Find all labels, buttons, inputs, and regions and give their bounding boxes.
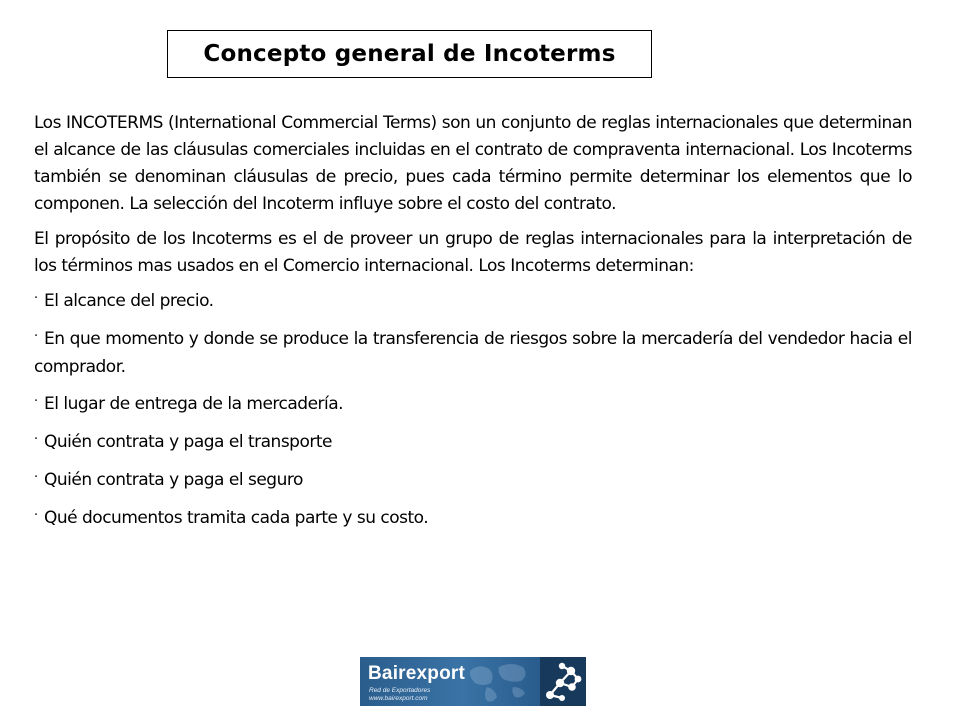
bullet-dot-icon: · <box>34 291 38 306</box>
page-title <box>167 30 652 78</box>
list-item <box>34 505 912 533</box>
list-item <box>34 467 912 495</box>
bullet-dot-icon: · <box>34 508 38 523</box>
main-content <box>34 110 912 543</box>
list-item-text: En que momento y donde se produce la transferencia de riesgos sobre la mercadería del vendedor hacia el comprador. <box>34 329 912 377</box>
list-item-text: El lugar de entrega de la mercadería. <box>44 394 344 414</box>
bullet-dot-icon: · <box>34 394 38 409</box>
logo-tagline-block <box>369 687 430 702</box>
network-dots-icon <box>540 657 586 706</box>
list-item-text: Quién contrata y paga el seguro <box>44 470 303 490</box>
list-item <box>34 326 912 381</box>
list-item-text: El alcance del precio. <box>44 291 214 311</box>
list-item <box>34 288 912 316</box>
bullet-dot-icon: · <box>34 470 38 485</box>
list-item-text: Qué documentos tramita cada parte y su costo. <box>44 508 429 528</box>
bullet-dot-icon: · <box>34 329 38 344</box>
logo-tagline: Red de Exportadores <box>369 687 431 694</box>
paragraph-purpose: El propósito de los Incoterms es el de proveer un grupo de reglas internacionales para la interpretación de los términos mas usados en el Comercio internacional. Los Incoterms determinan: <box>34 229 912 276</box>
list-item-text: Quién contrata y paga el transporte <box>44 432 332 452</box>
page-title-text: Concepto general de Incoterms <box>203 41 616 67</box>
world-map-icon <box>465 657 535 706</box>
logo-mark <box>540 657 586 706</box>
bullet-list <box>34 288 912 533</box>
list-item <box>34 429 912 457</box>
list-item <box>34 391 912 419</box>
paragraph-intro: Los INCOTERMS (International Commercial Terms) son un conjunto de reglas internacionales que determinan el alcance de las cláusulas comerciales incluidas en el contrato de compraventa internacional. Los Incoterms también se denominan cláusulas de precio, pues cada término permite determinar los elementos que lo componen. La selección del Incoterm influye sobre el costo del contrato. <box>34 113 912 214</box>
bullet-dot-icon: · <box>34 432 38 447</box>
logo-url: www.bairexport.com <box>369 694 428 702</box>
bairexport-logo <box>360 657 586 706</box>
logo-name: Bairexport <box>368 663 466 684</box>
